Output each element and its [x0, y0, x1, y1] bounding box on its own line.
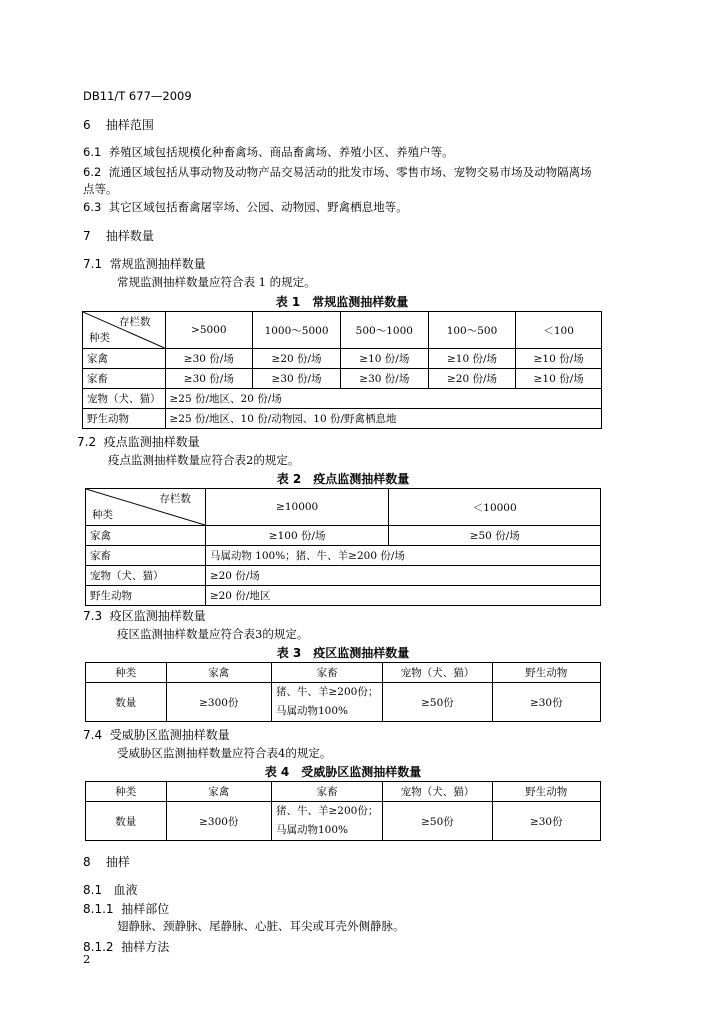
- table-cell: ≥20 份/地区: [205, 586, 600, 606]
- row-label: 宠物（犬、猫）: [86, 566, 206, 586]
- table-2-header: ≥10000: [205, 489, 389, 526]
- table-cell: ≥10 份/场: [516, 349, 602, 369]
- table-cell: ≥50份: [383, 683, 492, 722]
- table-cell: 马属动物 100%；猪、牛、羊≥200 份/场: [205, 546, 600, 566]
- table-row: [86, 546, 601, 566]
- table-row: [83, 409, 602, 429]
- table-row: [86, 683, 601, 722]
- table-cell: ≥30 份/场: [340, 369, 428, 389]
- table-2-caption: 表 2 疫点监测抽样数量: [276, 472, 410, 486]
- page-number: 2: [83, 952, 91, 966]
- table-4-header: 野生动物: [492, 782, 600, 802]
- clause-8-1-heading: 8.1 血液: [83, 883, 138, 897]
- row-label: 野生动物: [86, 586, 206, 606]
- row-label: 数量: [86, 683, 167, 722]
- table-1-header: 500～1000: [340, 312, 428, 349]
- row-label: 宠物（犬、猫）: [83, 389, 166, 409]
- table-cell: ≥100 份/场: [205, 526, 389, 546]
- clause-6-2-continued: 点等。: [83, 182, 118, 196]
- table-row: [86, 526, 601, 546]
- clause-7-2-heading: 7.2 疫点监测抽样数量: [77, 435, 200, 449]
- table-4-header: 种类: [86, 782, 167, 802]
- table-4-header: 家禽: [166, 782, 271, 802]
- table-cell: ≥30份: [492, 683, 600, 722]
- document-code: DB11/T 677—2009: [83, 89, 192, 103]
- table-cell: ≥30份: [492, 802, 600, 841]
- table-2-header-row: [86, 489, 601, 526]
- table-1-header: ＜100: [516, 312, 602, 349]
- table-cell: ≥20 份/场: [253, 349, 341, 369]
- clause-8-1-2-heading: 8.1.2 抽样方法: [83, 940, 170, 954]
- table-4: [85, 781, 601, 841]
- table-1-header: >5000: [165, 312, 253, 349]
- table-1-header: 1000～5000: [253, 312, 341, 349]
- table-row: [83, 369, 602, 389]
- clause-6-3: 6.3 其它区域包括畜禽屠宰场、公园、动物园、野禽栖息地等。: [83, 200, 408, 214]
- table-cell: ≥20 份/场: [428, 369, 516, 389]
- clause-7-1-heading: 7.1 常规监测抽样数量: [83, 257, 206, 271]
- table-4-caption: 表 4 受威胁区监测抽样数量: [264, 765, 422, 779]
- table-cell: ≥30 份/场: [165, 369, 253, 389]
- table-4-header: 家畜: [271, 782, 382, 802]
- table-1-corner-cell: 存栏数 种类: [83, 312, 166, 349]
- row-label: 数量: [86, 802, 167, 841]
- row-label: 家畜: [83, 369, 166, 389]
- table-cell: ≥25 份/地区、10 份/动物园、10 份/野禽栖息地: [165, 409, 602, 429]
- section-8-heading: 8 抽样: [83, 855, 130, 869]
- table-3-header: 宠物（犬、猫）: [383, 663, 492, 683]
- table-row: [83, 349, 602, 369]
- clause-6-2: 6.2 流通区域包括从事动物及动物产品交易活动的批发市场、零售市场、宠物交易市场及动物隔离场: [83, 165, 592, 179]
- table-cell: ≥10 份/场: [516, 369, 602, 389]
- table-cell-livestock: 猪、牛、羊≥200份； 马属动物100%: [271, 683, 382, 722]
- table-cell: ≥50份: [383, 802, 492, 841]
- table-2-header: ＜10000: [389, 489, 601, 526]
- table-3-header: 家禽: [166, 663, 271, 683]
- table-3: [85, 662, 601, 722]
- table-3-header: 野生动物: [492, 663, 600, 683]
- clause-8-1-1-text: 翅静脉、颈静脉、尾静脉、心脏、耳尖或耳壳外侧静脉。: [117, 919, 405, 933]
- clause-7-3-text: 疫区监测抽样数量应符合表3的规定。: [117, 627, 309, 641]
- clause-7-1-text: 常规监测抽样数量应符合表 1 的规定。: [117, 275, 316, 289]
- row-label: 家禽: [83, 349, 166, 369]
- table-cell: ≥30 份/场: [165, 349, 253, 369]
- table-4-header-row: [86, 782, 601, 802]
- table-4-header: 宠物（犬、猫）: [383, 782, 492, 802]
- table-1: [82, 311, 602, 429]
- table-row: [86, 566, 601, 586]
- table-cell: ≥30 份/场: [253, 369, 341, 389]
- row-label: 野生动物: [83, 409, 166, 429]
- clause-7-3-heading: 7.3 疫区监测抽样数量: [83, 609, 206, 623]
- clause-7-4-heading: 7.4 受威胁区监测抽样数量: [83, 728, 230, 742]
- table-cell: ≥50 份/场: [389, 526, 601, 546]
- table-3-caption: 表 3 疫区监测抽样数量: [276, 646, 410, 660]
- row-label: 家禽: [86, 526, 206, 546]
- table-row: [83, 389, 602, 409]
- table-cell: ≥300份: [166, 802, 271, 841]
- clause-7-2-text: 疫点监测抽样数量应符合表2的规定。: [108, 453, 300, 467]
- table-1-header-row: [83, 312, 602, 349]
- table-cell-livestock: 猪、牛、羊≥200份； 马属动物100%: [271, 802, 382, 841]
- table-2-corner-cell: 存栏数 种类: [86, 489, 206, 526]
- table-1-header: 100～500: [428, 312, 516, 349]
- clause-8-1-1-heading: 8.1.1 抽样部位: [83, 902, 170, 916]
- section-7-heading: 7 抽样数量: [83, 229, 154, 243]
- table-3-header: 种类: [86, 663, 167, 683]
- table-1-caption: 表 1 常规监测抽样数量: [275, 295, 409, 309]
- clause-6-1: 6.1 养殖区域包括规模化种畜禽场、商品畜禽场、养殖小区、养殖户等。: [83, 145, 454, 159]
- section-6-heading: 6 抽样范围: [83, 118, 154, 132]
- row-label: 家畜: [86, 546, 206, 566]
- table-2: [85, 488, 601, 606]
- table-3-header-row: [86, 663, 601, 683]
- table-cell: ≥25 份/地区、20 份/场: [165, 389, 602, 409]
- table-3-header: 家畜: [271, 663, 382, 683]
- table-row: [86, 802, 601, 841]
- table-cell: ≥10 份/场: [340, 349, 428, 369]
- table-cell: ≥10 份/场: [428, 349, 516, 369]
- table-row: [86, 586, 601, 606]
- table-cell: ≥300份: [166, 683, 271, 722]
- clause-7-4-text: 受威胁区监测抽样数量应符合表4的规定。: [117, 746, 332, 760]
- table-cell: ≥20 份/场: [205, 566, 600, 586]
